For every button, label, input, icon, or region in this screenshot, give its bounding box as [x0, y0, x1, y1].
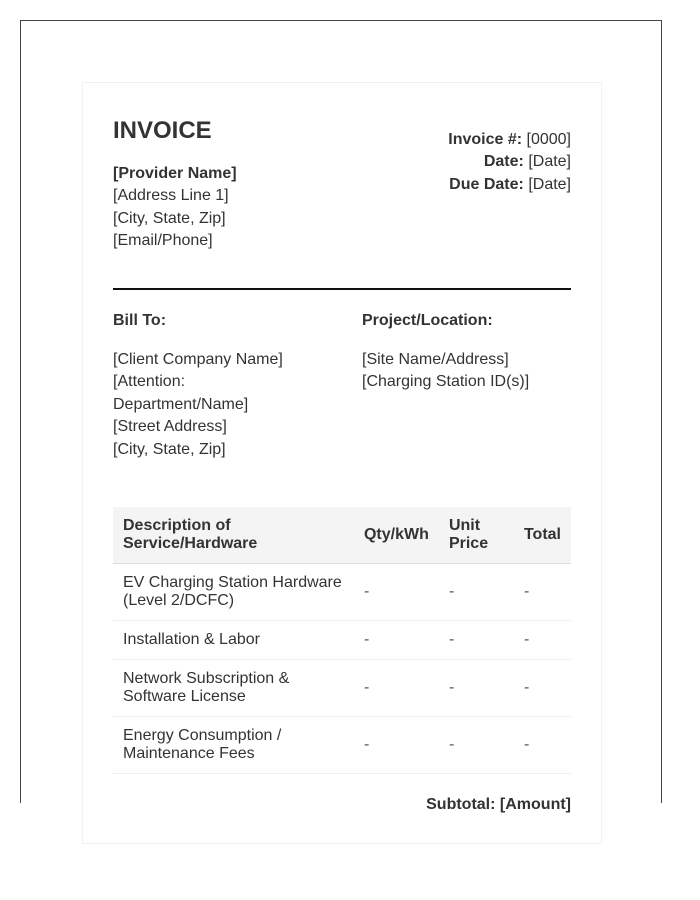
- invoice-title: INVOICE: [113, 117, 212, 144]
- table-row: [113, 660, 571, 717]
- bill-to-street: [Street Address]: [113, 418, 227, 436]
- header-divider: [113, 288, 571, 290]
- row-qty: -: [354, 621, 439, 660]
- due-date-value: [Date]: [528, 175, 571, 193]
- row-unit-price: -: [439, 564, 514, 621]
- bill-to-block: [113, 349, 313, 461]
- row-qty: -: [354, 660, 439, 717]
- row-unit-price: -: [439, 621, 514, 660]
- header-unit-price: Unit Price: [439, 507, 514, 564]
- provider-name: [Provider Name]: [113, 165, 237, 182]
- due-date-row: [448, 174, 571, 196]
- provider-email-phone: [Email/Phone]: [113, 232, 213, 250]
- subtotal-label: Subtotal:: [426, 796, 496, 813]
- row-unit-price: -: [439, 660, 514, 717]
- invoice-page: [82, 82, 602, 844]
- project-station-ids: [Charging Station ID(s)]: [362, 373, 530, 391]
- row-description: Installation & Labor: [113, 621, 354, 660]
- table-header-row: [113, 507, 571, 564]
- header-description: Description of Service/Hardware: [113, 507, 354, 564]
- invoice-meta: [448, 129, 571, 196]
- project-block: [362, 349, 571, 394]
- provider-block: [113, 163, 237, 253]
- date-row: [448, 151, 571, 173]
- project-site: [Site Name/Address]: [362, 351, 509, 368]
- project-heading: Project/Location:: [362, 312, 493, 329]
- subtotal-value: [Amount]: [499, 796, 571, 813]
- bill-to-heading: Bill To:: [113, 312, 167, 329]
- row-total: -: [514, 564, 571, 621]
- row-unit-price: -: [439, 717, 514, 774]
- invoice-number-row: [448, 129, 571, 151]
- provider-city-state-zip: [City, State, Zip]: [113, 209, 226, 227]
- line-items-table: [113, 507, 571, 774]
- bill-to-attention: [Attention: Department/Name]: [113, 373, 249, 413]
- header-qty: Qty/kWh: [354, 507, 439, 564]
- document-frame: [20, 20, 662, 813]
- row-description: EV Charging Station Hardware (Level 2/DCFC): [113, 564, 354, 621]
- date-value: [Date]: [528, 153, 571, 171]
- row-description: Energy Consumption / Maintenance Fees: [113, 717, 354, 774]
- header-total: Total: [514, 507, 571, 564]
- invoice-number-label: Invoice #:: [448, 131, 523, 148]
- subtotal-line: [426, 796, 571, 814]
- row-qty: -: [354, 564, 439, 621]
- table-row: [113, 621, 571, 660]
- due-date-label: Due Date:: [449, 175, 524, 193]
- provider-address-line1: [Address Line 1]: [113, 187, 229, 205]
- row-total: -: [514, 717, 571, 774]
- bill-to-company: [Client Company Name]: [113, 351, 283, 368]
- invoice-number-value: [0000]: [526, 131, 571, 148]
- row-total: -: [514, 621, 571, 660]
- date-label: Date:: [483, 153, 524, 171]
- bill-to-city-state-zip: [City, State, Zip]: [113, 440, 226, 458]
- row-qty: -: [354, 717, 439, 774]
- table-row: [113, 717, 571, 774]
- row-description: Network Subscription & Software License: [113, 660, 354, 717]
- row-total: -: [514, 660, 571, 717]
- table-row: [113, 564, 571, 621]
